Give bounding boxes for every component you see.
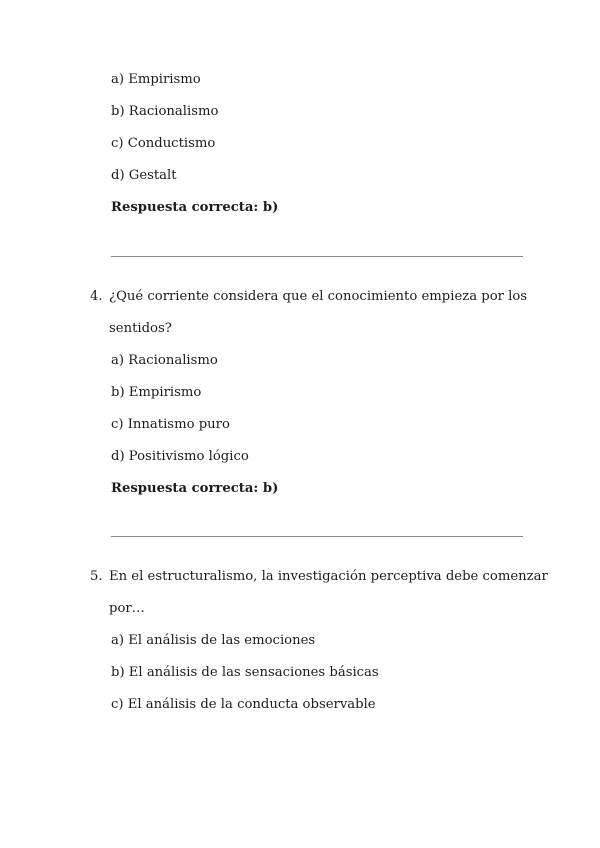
- option-d: d) Positivismo lógico: [111, 449, 249, 464]
- question-text: ¿Qué corriente considera que el conocimiento empieza por los: [109, 289, 528, 304]
- separator-rule: [111, 256, 523, 257]
- option-c: c) Conductismo: [111, 136, 216, 151]
- option-c: c) El análisis de la conducta observable: [111, 697, 376, 712]
- option-d: d) Gestalt: [111, 168, 177, 183]
- correct-answer: Respuesta correcta: b): [111, 200, 279, 215]
- separator-rule: [111, 536, 523, 537]
- question-text-continued: sentidos?: [109, 321, 172, 336]
- question-text: En el estructuralismo, la investigación perceptiva debe comenzar: [109, 569, 548, 584]
- option-b: b) El análisis de las sensaciones básicas: [111, 665, 379, 680]
- option-b: b) Empirismo: [111, 385, 202, 400]
- option-a: a) Empirismo: [111, 72, 201, 87]
- question-number: 5.: [90, 569, 103, 584]
- option-a: a) Racionalismo: [111, 353, 218, 368]
- option-b: b) Racionalismo: [111, 104, 219, 119]
- question-text-continued: por…: [109, 601, 145, 616]
- correct-answer: Respuesta correcta: b): [111, 481, 279, 496]
- option-c: c) Innatismo puro: [111, 417, 230, 432]
- question-number: 4.: [90, 289, 103, 304]
- option-a: a) El análisis de las emociones: [111, 633, 316, 648]
